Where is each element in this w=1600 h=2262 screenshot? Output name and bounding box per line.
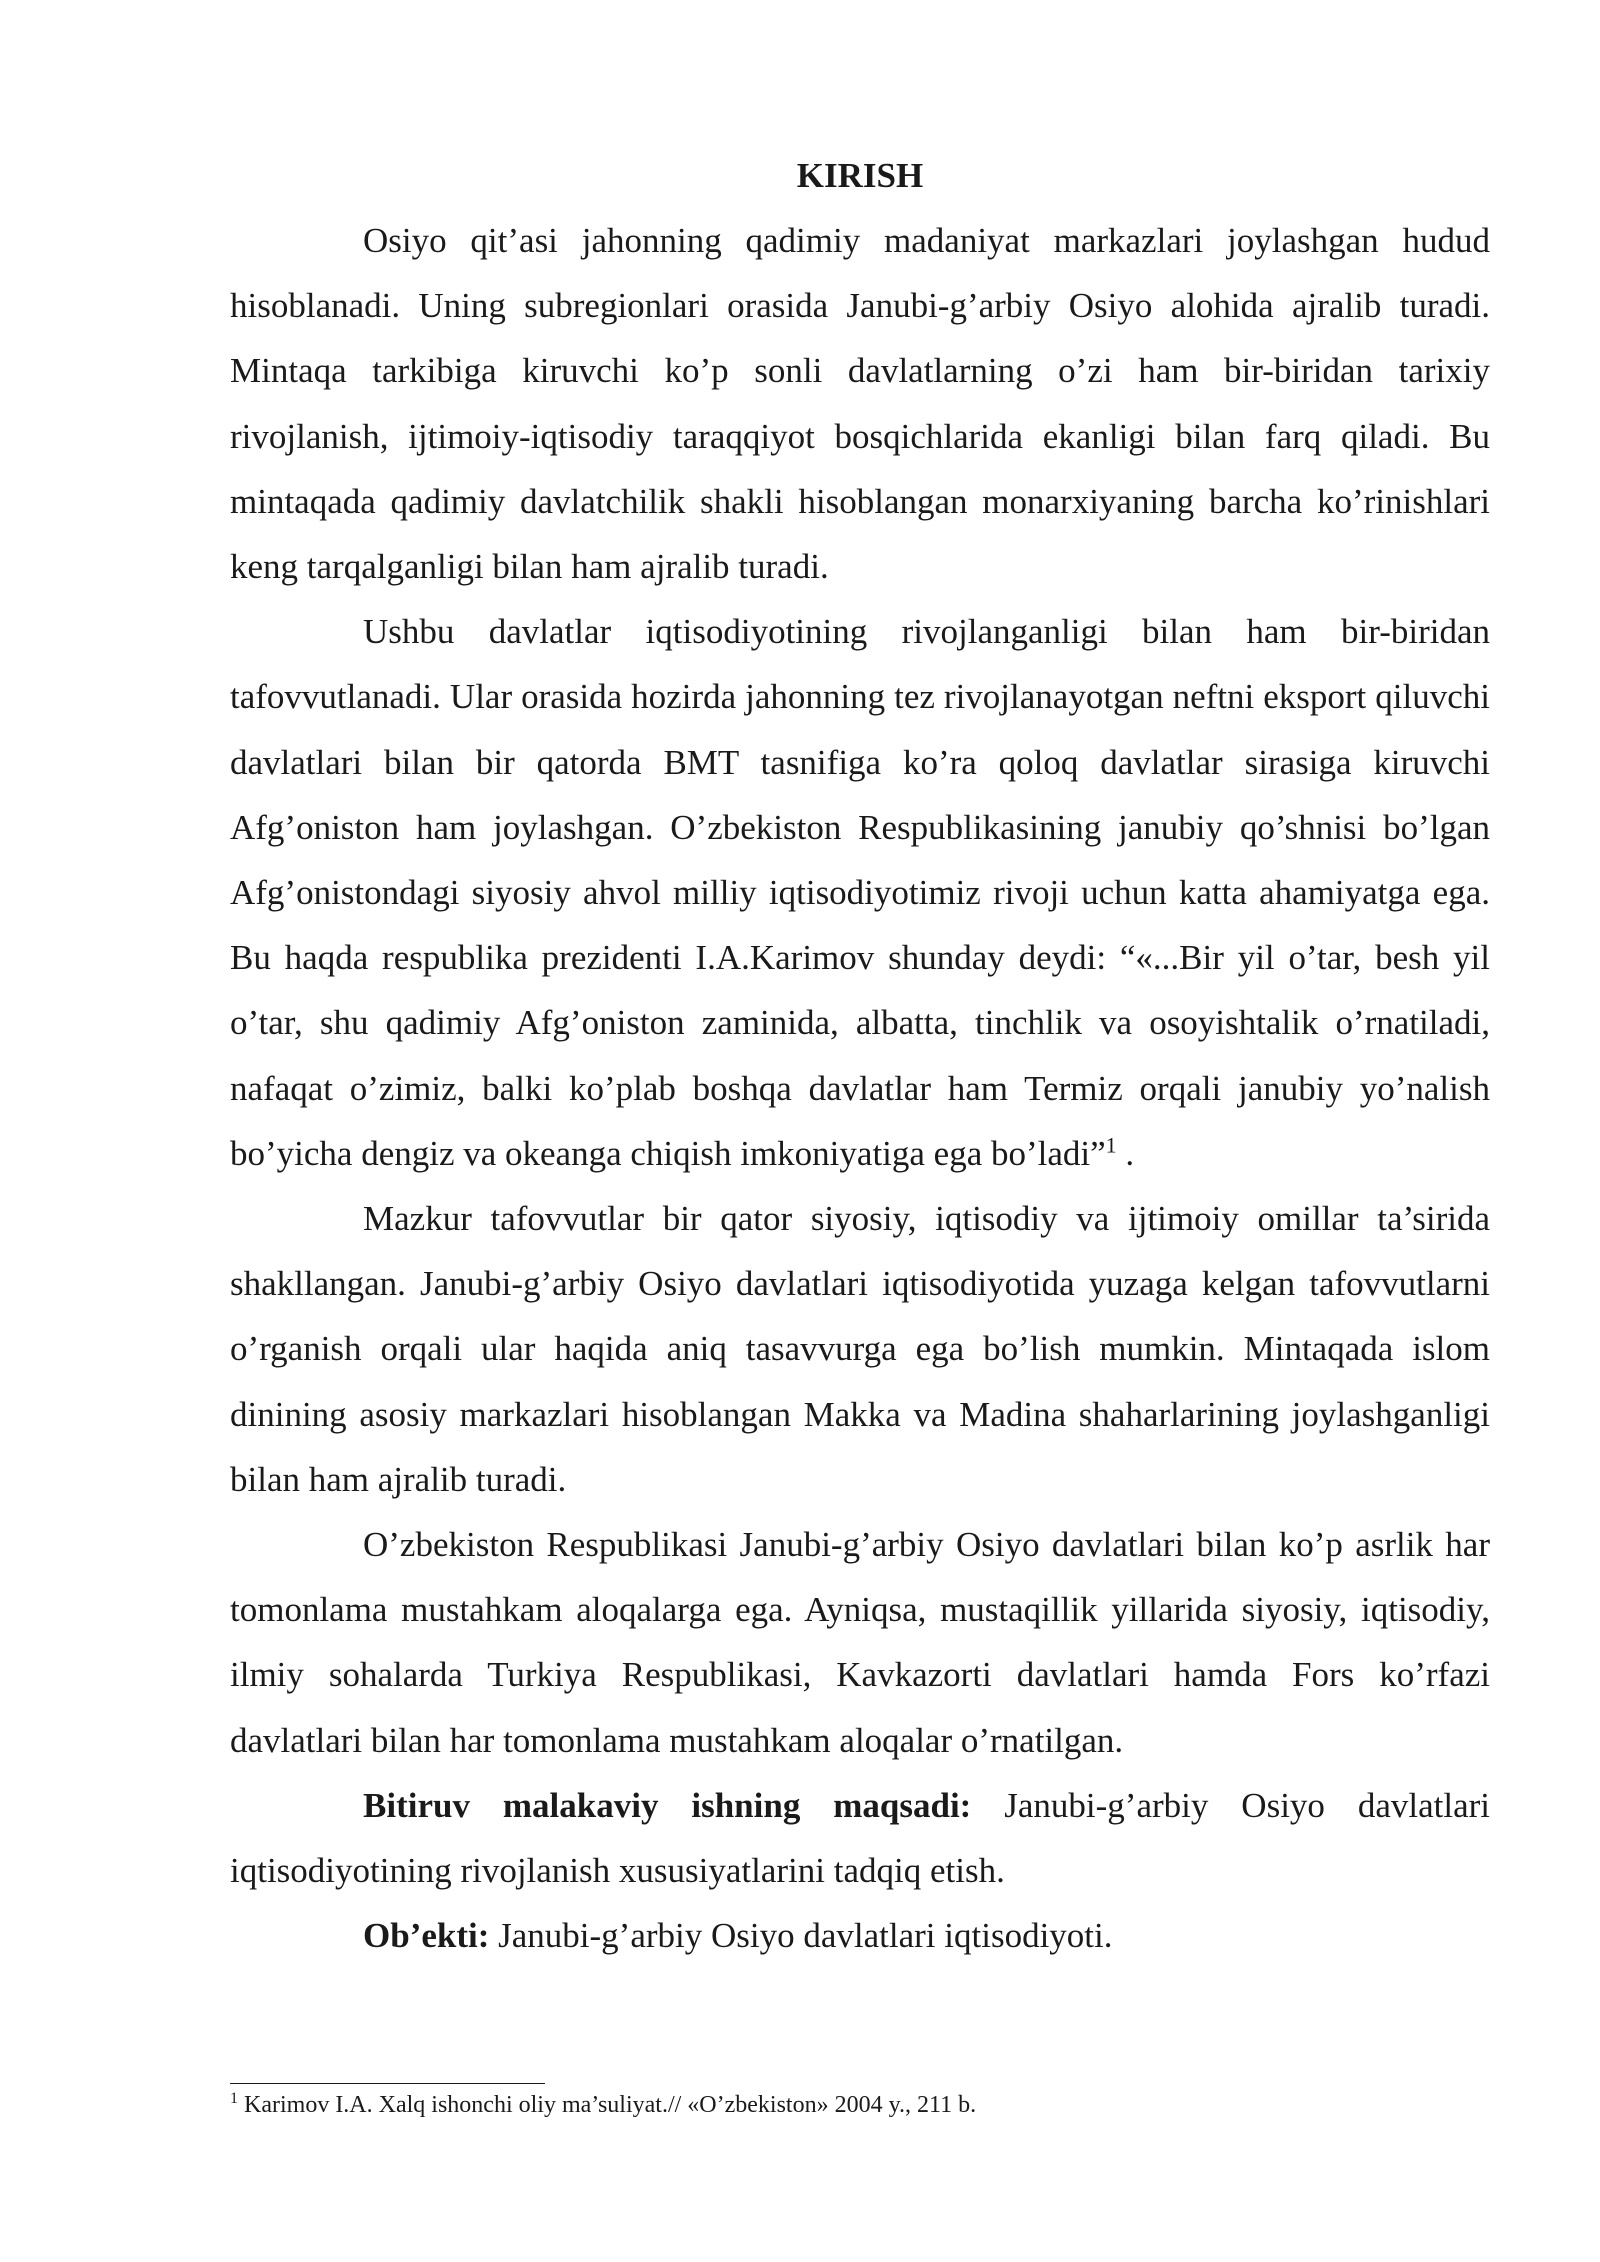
paragraph-text: Ushbu davlatlar iqtisodiyotining rivojlanganligi bilan ham bir-biridan tafovvutlanadi. Ular orasida hozirda jahonning tez rivojlanayotgan neftni eksport qiluvchi davlatlari bilan bir qatorda BMT tasnifiga ko’ra qoloq davlatlar sirasiga kiruvchi Afg’oniston ham joylashgan. O’zbekiston Respublikasining janubiy qo’shnisi bo’lgan Afg’onistondagi siyosiy ahvol milliy iqtisodiyotimiz rivoji uchun katta ahamiyatga ega. Bu haqda respublika prezidenti I.A.Karimov shunday deydi: “«...Bir yil o’tar, besh yil o’tar, shu qadimiy Afg’oniston zaminida, albatta, tinchlik va osoyishtalik o’rnatiladi, nafaqat o’zimiz, balki ko’plab boshqa davlatlar ham Termiz orqali janubiy yo’nalish bo’yicha dengiz va okeanga chiqish imkoniyatiga ega bo’ladi” bbox=[230, 612, 1490, 1173]
paragraph-text: Janubi-g’arbiy Osiyo davlatlari iqtisodiyotining rivojlanish xususiyatlarini tadqiq etish. bbox=[230, 1785, 1490, 1891]
paragraph-factors bbox=[230, 1186, 1490, 1512]
object-label: Ob’ekti: bbox=[363, 1916, 490, 1956]
paragraph-text: Janubi-g’arbiy Osiyo davlatlari iqtisodiyoti. bbox=[489, 1916, 1113, 1956]
footnote-divider bbox=[230, 2083, 545, 2084]
paragraph-tail: . bbox=[1116, 1133, 1135, 1173]
footnote bbox=[230, 2088, 1490, 2122]
paragraph-object bbox=[230, 1903, 1490, 1968]
page-title: KIRISH bbox=[796, 156, 924, 195]
paragraph-relations bbox=[230, 1512, 1490, 1773]
paragraph-text: Osiyo qit’asi jahonning qadimiy madaniyat markazlari joylashgan hudud hisoblanadi. Uning subregionlari orasida Janubi-g’arbiy Osiyo alohida ajralib turadi. Mintaqa tarkibiga kiruvchi ko’p sonli davlatlarning o’zi ham bir-biridan tarixiy rivojlanish, ijtimoiy-iqtisodiy taraqqiyot bosqichlarida ekanligi bilan farq qiladi. Bu mintaqada qadimiy davlatchilik shakli hisoblangan monarxiyaning barcha ko’rinishlari keng tarqalganligi bilan ham ajralib turadi. bbox=[230, 221, 1490, 587]
paragraph-intro bbox=[230, 208, 1490, 599]
paragraph-economy-differences bbox=[230, 599, 1490, 1186]
paragraph-goal bbox=[230, 1773, 1490, 1903]
goal-label: Bitiruv malakaviy ishning maqsadi: bbox=[363, 1785, 972, 1825]
footnote-text: Karimov I.A. Xalq ishonchi oliy ma’suliyat.// «O’zbekiston» 2004 y., 211 b. bbox=[238, 2092, 977, 2118]
footnote-reference[interactable]: 1 bbox=[1105, 1132, 1117, 1158]
paragraph-text: Mazkur tafovvutlar bir qator siyosiy, iqtisodiy va ijtimoiy omillar ta’sirida shakllangan. Janubi-g’arbiy Osiyo davlatlari iqtisodiyotida yuzaga kelgan tafovvutlarni o’rganish orqali ular haqida aniq tasavvurga ega bo’lish mumkin. Mintaqada islom dinining asosiy markazlari hisoblangan Makka va Madina shaharlarining joylashganligi bilan ham ajralib turadi. bbox=[230, 1199, 1490, 1499]
footnote-marker: 1 bbox=[230, 2090, 238, 2107]
paragraph-text: O’zbekiston Respublikasi Janubi-g’arbiy Osiyo davlatlari bilan ko’p asrlik har tomonlama mustahkam aloqalarga ega. Ayniqsa, mustaqillik yillarida siyosiy, iqtisodiy, ilmiy sohalarda Turkiya Respublikasi, Kavkazorti davlatlari hamda Fors ko’rfazi davlatlari bilan har tomonlama mustahkam aloqalar o’rnatilgan. bbox=[230, 1525, 1490, 1760]
document-body bbox=[230, 208, 1490, 1968]
